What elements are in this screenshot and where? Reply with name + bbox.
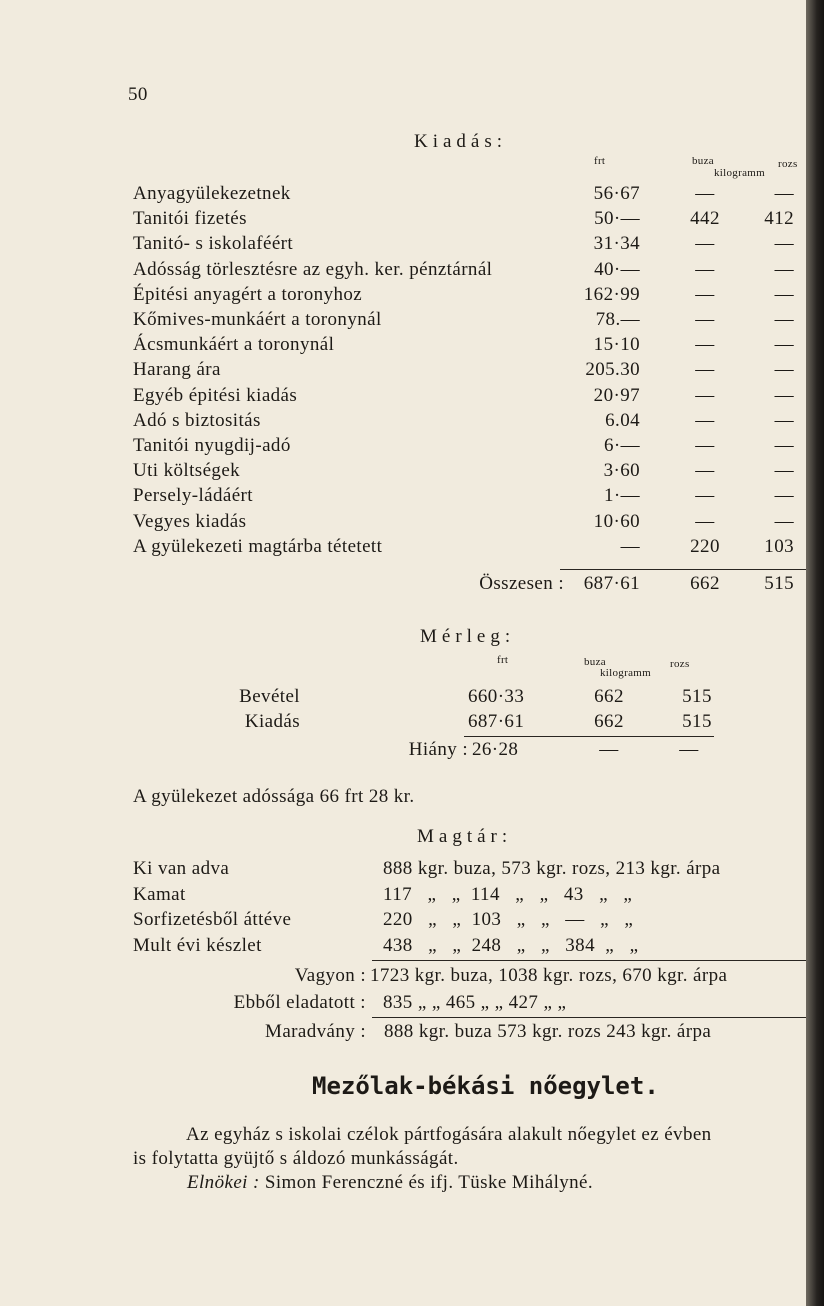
merleg-deficit-label: Hiány :	[408, 739, 468, 760]
kiadas-row-buza: —	[695, 510, 715, 532]
kiadas-row-frt: 78.—	[595, 309, 640, 330]
kiadas-row-buza: 220	[690, 535, 720, 557]
kiadas-row-rozs: —	[774, 233, 794, 255]
kiadas-row-buza: —	[695, 435, 715, 456]
magtar-ebbol-text: 835 „ „ 465 „ „ 427 „ „	[383, 992, 567, 1013]
kiadas-row-frt: 205.30	[585, 359, 640, 381]
kiadas-row-label: Vegyes kiadás	[133, 510, 247, 532]
merleg-total-rule	[464, 736, 714, 737]
kiadas-row-rozs: —	[774, 309, 794, 330]
kiadas-col-unit: kilogramm	[714, 167, 765, 179]
kiadas-title: Kiadás:	[414, 131, 508, 152]
magtar-ebbol-label: Ebből eladatott :	[233, 992, 366, 1013]
paragraph-line-2: is folytatta gyüjtő s áldozó munkásságát.	[133, 1148, 459, 1169]
kiadas-row-rozs: —	[774, 359, 794, 381]
kiadas-row-rozs: —	[774, 334, 794, 356]
magtar-row-label: Mult évi készlet	[133, 934, 262, 956]
kiadas-row-buza: —	[695, 359, 715, 381]
magtar-row-text: 888 kgr. buza, 573 kgr. rozs, 213 kgr. árpa	[383, 858, 721, 879]
kiadas-row-frt: 6·—	[603, 435, 640, 456]
kiadas-row-label: Egyéb épitési kiadás	[133, 384, 298, 406]
elnokei-label: Elnökei :	[187, 1172, 260, 1193]
kiadas-total-label: Összesen :	[479, 573, 564, 594]
magtar-row-text: 220 „ „ 103 „ „ — „ „	[383, 909, 634, 930]
kiadas-row-frt: 1·—	[603, 485, 640, 507]
kiadas-row-rozs: —	[774, 283, 794, 305]
magtar-sum-rule	[372, 960, 806, 961]
merleg-row-frt: 660·33	[468, 686, 525, 707]
kiadas-col-frt: frt	[594, 155, 606, 167]
kiadas-row-buza: —	[695, 183, 715, 204]
elnokei-line	[187, 1172, 593, 1194]
kiadas-row-label: Adósság törlesztésre az egyh. ker. pénztárnál	[133, 258, 493, 280]
magtar-rest-rule	[372, 1017, 806, 1018]
kiadas-row-frt: 6.04	[605, 409, 640, 431]
merleg-col-rozs: rozs	[670, 658, 690, 670]
magtar-row-label: Sorfizetésből áttéve	[133, 909, 292, 930]
merleg-row-rozs: 515	[682, 686, 712, 707]
kiadas-row-rozs: 412	[764, 208, 794, 230]
merleg-deficit-frt: 26·28	[472, 739, 519, 760]
kiadas-row-label: Adó s biztositás	[133, 409, 261, 431]
kiadas-row-buza: —	[695, 460, 715, 482]
kiadas-total-frt: 687·61	[583, 573, 640, 594]
merleg-row-buza: 662	[594, 686, 624, 707]
kiadas-row-label: Harang ára	[133, 359, 221, 381]
merleg-row-rozs: 515	[682, 711, 712, 732]
kiadas-row-label: Épitési anyagért a toronyhoz	[133, 283, 363, 305]
kiadas-total-rule	[560, 569, 806, 570]
kiadas-col-buza: buza	[692, 155, 714, 167]
kiadas-row-buza: —	[695, 409, 715, 431]
kiadas-total-buza: 662	[690, 573, 720, 594]
magtar-vagyon-text: 1723 kgr. buza, 1038 kgr. rozs, 670 kgr. árpa	[370, 965, 728, 986]
kiadas-row-rozs: —	[774, 460, 794, 482]
page-number: 50	[128, 84, 148, 105]
magtar-row-label: Ki van adva	[133, 858, 230, 879]
kiadas-row-frt: 162·99	[583, 283, 640, 305]
kiadas-row-buza: —	[695, 334, 715, 356]
kiadas-row-frt: 50·—	[594, 208, 640, 230]
magtar-row-text: 117 „ „ 114 „ „ 43 „ „	[383, 883, 633, 905]
kiadas-row-rozs: —	[774, 384, 794, 406]
merleg-deficit-rozs: —	[679, 739, 699, 760]
kiadas-row-frt: 20·97	[593, 384, 640, 406]
kiadas-row-frt: 3·60	[603, 460, 640, 482]
kiadas-row-label: Tanitói fizetés	[133, 208, 247, 230]
kiadas-row-buza: —	[695, 309, 715, 330]
kiadas-row-buza: —	[695, 258, 715, 280]
kiadas-row-rozs: —	[774, 258, 794, 280]
merleg-deficit-buza: —	[599, 739, 619, 760]
debt-note: A gyülekezet adóssága 66 frt 28 kr.	[133, 786, 415, 807]
kiadas-row-rozs: —	[774, 485, 794, 507]
kiadas-row-label: Anyagyülekezetnek	[133, 183, 291, 204]
elnokei-names: Simon Ferenczné és ifj. Tüske Mihályné.	[264, 1172, 594, 1193]
kiadas-row-label: Uti költségek	[133, 460, 241, 482]
kiadas-col-rozs: rozs	[778, 158, 798, 170]
kiadas-row-rozs: —	[774, 183, 794, 204]
merleg-col-unit: kilogramm	[600, 667, 651, 679]
kiadas-row-frt: 31·34	[593, 233, 640, 255]
magtar-vagyon-label: Vagyon :	[294, 965, 366, 986]
section-heading: Mezőlak-békási nőegylet.	[312, 1072, 659, 1100]
kiadas-row-buza: —	[695, 485, 715, 507]
merleg-col-frt: frt	[497, 654, 509, 666]
kiadas-row-buza: —	[695, 283, 715, 305]
kiadas-row-frt: 15·10	[593, 334, 640, 356]
kiadas-row-frt: —	[620, 535, 640, 557]
merleg-col-buza: buza	[584, 656, 606, 668]
merleg-title: Mérleg:	[420, 626, 516, 647]
kiadas-row-frt: 56·67	[593, 183, 640, 204]
merleg-row-label: Bevétel	[239, 686, 300, 707]
kiadas-row-label: A gyülekezeti magtárba tétetett	[133, 535, 383, 557]
kiadas-row-rozs: —	[774, 510, 794, 532]
kiadas-row-label: Tanitói nyugdij-adó	[133, 435, 291, 456]
magtar-marad-label: Maradvány :	[265, 1021, 366, 1042]
book-spine-edge	[806, 0, 824, 1306]
kiadas-row-label: Persely-ládáért	[133, 485, 253, 507]
kiadas-total-rozs: 515	[764, 573, 794, 594]
kiadas-row-buza: 442	[690, 208, 720, 230]
kiadas-row-label: Ácsmunkáért a toronynál	[133, 334, 335, 356]
kiadas-row-frt: 10·60	[593, 510, 640, 532]
kiadas-row-label: Tanitó- s iskolaféért	[133, 233, 294, 255]
magtar-title: Magtár:	[417, 826, 513, 847]
kiadas-row-buza: —	[695, 384, 715, 406]
kiadas-row-frt: 40·—	[594, 258, 640, 280]
merleg-row-label: Kiadás	[244, 711, 300, 732]
magtar-marad-text: 888 kgr. buza 573 kgr. rozs 243 kgr. árpa	[384, 1021, 712, 1042]
kiadas-row-rozs: —	[774, 409, 794, 431]
kiadas-row-buza: —	[695, 233, 715, 255]
magtar-row-text: 438 „ „ 248 „ „ 384 „ „	[383, 934, 639, 956]
kiadas-row-rozs: —	[774, 435, 794, 456]
kiadas-row-rozs: 103	[764, 535, 794, 557]
magtar-row-label: Kamat	[133, 883, 186, 905]
kiadas-row-label: Kőmives-munkáért a toronynál	[133, 309, 382, 330]
merleg-row-buza: 662	[594, 711, 624, 732]
merleg-row-frt: 687·61	[468, 711, 525, 732]
paragraph-line-1: Az egyház s iskolai czélok pártfogására alakult nőegylet ez évben	[186, 1124, 712, 1145]
